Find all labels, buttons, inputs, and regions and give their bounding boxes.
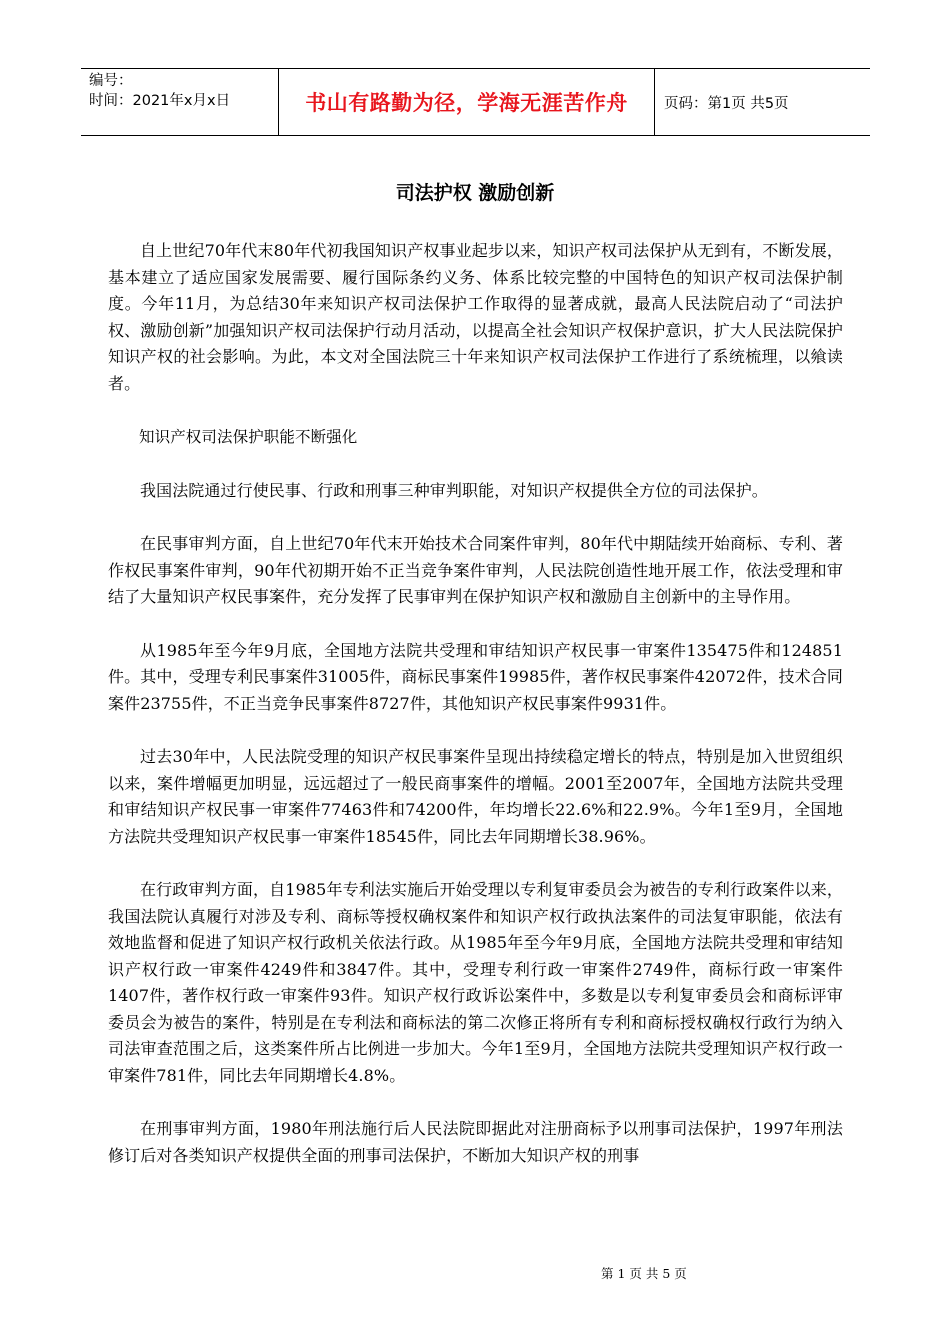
paragraph: 在行政审判方面，自1985年专利法实施后开始受理以专利复审委员会为被告的专利行政案件以来，我国法院认真履行对涉及专利、商标等授权确权案件和知识产权行政执法案件的司法复审职能，依法有效地监督和促进了知识产权行政机关依法行政。从1985年至今年9月底，全国地方法院共受理和审结知识产权行政一审案件4249件和3847件。其中，受理专利行政一审案件2749件，商标行政一审案件1407件，著作权行政一审案件93件。知识产权行政诉讼案件中，多数是以专利复审委员会和商标评审委员会为被告的案件，特别是在专利法和商标法的第二次修正将所有专利和商标授权确权行政行为纳入司法审查范围之后，这类案件所占比例进一步加大。今年1至9月，全国地方法院共受理知识产权行政一审案件781件，同比去年同期增长4.8%。 — [108, 880, 843, 1085]
paragraph: 在刑事审判方面，1980年刑法施行后人民法院即据此对注册商标予以刑事司法保护，1997年刑法修订后对各类知识产权提供全面的刑事司法保护，不断加大知识产权的刑事 — [108, 1119, 843, 1165]
document-header — [81, 68, 870, 136]
paragraph: 从1985年至今年9月底，全国地方法院共受理和审结知识产权民事一审案件135475件和124851件。其中，受理专利民事案件31005件，商标民事案件19985件，著作权民事案件42072件，技术合同案件23755件，不正当竞争民事案件8727件，其他知识产权民事案件9931件。 — [108, 640, 843, 713]
section-heading: 知识产权司法保护职能不断强化 — [139, 428, 358, 446]
header-page-code-cell — [655, 69, 870, 135]
document-title: 司法护权 激励创新 — [395, 182, 555, 204]
header-meta — [81, 69, 279, 135]
number-label: 编号： — [89, 73, 133, 89]
paragraph-intro: 自上世纪70年代末80年代初我国知识产权事业起步以来，知识产权司法保护从无到有，不断发展，基本建立了适应国家发展需要、履行国际条约义务、体系比较完整的中国特色的知识产权司法保护制度。今年11月，为总结30年来知识产权司法保护工作取得的显著成就，最高人民法院启动了“司法护权、激励创新”加强知识产权司法保护行动月活动，以提高全社会知识产权保护意识，扩大人民法院保护知识产权的社会影响。为此，本文对全国法院三十年来知识产权司法保护工作进行了系统梳理，以飨读者。 — [108, 241, 843, 393]
header-motto-cell — [279, 69, 655, 135]
time-label: 时间：2021年x月x日 — [89, 93, 231, 109]
page-code: 页码：第1页 共5页 — [664, 95, 789, 112]
paragraph: 我国法院通过行使民事、行政和刑事三种审判职能，对知识产权提供全方位的司法保护。 — [140, 480, 768, 500]
page-footer: 第 1 页 共 5 页 — [601, 1266, 687, 1281]
document-body — [108, 238, 843, 1196]
paragraph: 在民事审判方面，自上世纪70年代末开始技术合同案件审判，80年代中期陆续开始商标、专利、著作权民事案件审判，90年代初期开始不正当竞争案件审判，人民法院创造性地开展工作，依法受理和审结了大量知识产权民事案件，充分发挥了民事审判在保护知识产权和激励自主创新中的主导作用。 — [108, 534, 843, 606]
paragraph: 过去30年中，人民法院受理的知识产权民事案件呈现出持续稳定增长的特点，特别是加入世贸组织以来，案件增幅更加明显，远远超过了一般民商事案件的增幅。2001至2007年，全国地方法院共受理和审结知识产权民事一审案件77463件和74200件，年均增长22.6%和22.9%。今年1至9月，全国地方法院共受理知识产权民事一审案件18545件，同比去年同期增长38.96%。 — [108, 747, 843, 846]
header-motto: 书山有路勤为径，学海无涯苦作舟 — [305, 91, 628, 115]
